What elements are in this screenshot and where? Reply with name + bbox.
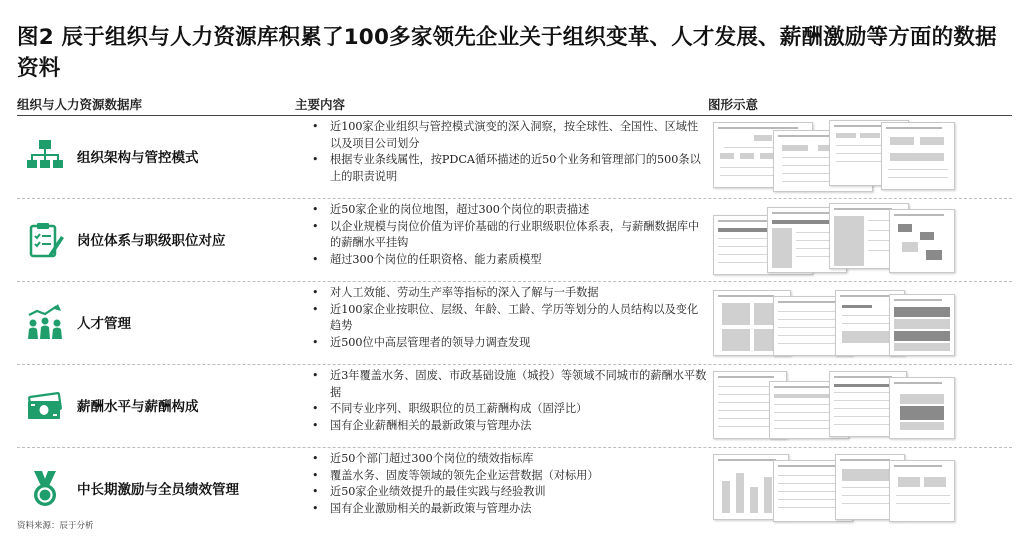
bullet-item: • 根据专业条线属性，按PDCA循环描述的近50个业务和管理部门的500条以上的职责说明 — [309, 152, 707, 185]
row-name: 组织架构与管控模式 — [77, 150, 199, 166]
thumbnail-image — [889, 209, 955, 273]
row-name: 薪酬水平与薪酬构成 — [77, 399, 199, 415]
bullet-item: • 国有企业激励相关的最新政策与管理办法 — [309, 501, 707, 518]
bullet-item: • 以企业规模与岗位价值为评价基础的行业职级职位体系表，与薪酬数据库中的薪酬水平挂钩 — [309, 219, 707, 252]
thumbnail-group — [711, 203, 955, 275]
thumbnail-group — [711, 120, 955, 192]
bullet-item: • 近50个部门超过300个岗位的绩效指标库 — [309, 451, 707, 468]
row-name: 中长期激励与全员绩效管理 — [77, 482, 239, 498]
thumbnail-group — [711, 452, 955, 524]
thumbnail-image — [889, 377, 955, 439]
thumbnail-image — [889, 460, 955, 522]
org-chart-icon — [25, 137, 65, 177]
thumbnail-image — [881, 122, 955, 190]
medal-icon — [25, 469, 65, 509]
bullet-list — [309, 202, 707, 269]
clipboard-pen-icon — [25, 220, 65, 260]
bullet-item: • 不同专业序列、职级职位的员工薪酬构成（固浮比） — [309, 401, 707, 418]
table-row-talent — [17, 282, 1012, 364]
table-row-org-structure — [17, 116, 1012, 198]
table-row-compensation — [17, 365, 1012, 447]
column-header-database: 组织与人力资源数据库 — [17, 97, 143, 112]
thumbnail-group — [711, 369, 955, 441]
bullet-item: • 近500位中高层管理者的领导力调查发现 — [309, 335, 707, 352]
table-row-position-system — [17, 199, 1012, 281]
column-header-content: 主要内容 — [295, 97, 346, 112]
bullet-item: • 国有企业薪酬相关的最新政策与管理办法 — [309, 418, 707, 435]
thumbnail-image — [889, 294, 955, 356]
row-name: 人才管理 — [77, 316, 131, 332]
bullet-list — [309, 368, 707, 435]
bullet-item: • 超过300个岗位的任职资格、能力素质模型 — [309, 252, 707, 269]
people-growth-icon — [25, 303, 65, 343]
bullet-list — [309, 285, 707, 352]
money-stack-icon — [25, 386, 65, 426]
bullet-list — [309, 119, 707, 186]
column-header-figure: 图形示意 — [708, 97, 759, 112]
bullet-item: • 对人工效能、劳动生产率等指标的深入了解与一手数据 — [309, 285, 707, 302]
thumbnail-group — [711, 286, 955, 358]
bullet-item: • 近100家企业按职位、层级、年龄、工龄、学历等划分的人员结构以及变化趋势 — [309, 302, 707, 335]
bullet-item: • 近50家企业绩效提升的最佳实践与经验教训 — [309, 484, 707, 501]
source-note: 资料来源：辰于分析 — [17, 521, 94, 531]
row-name: 岗位体系与职级职位对应 — [77, 233, 226, 249]
bullet-item: • 近100家企业组织与管控模式演变的深入洞察，按全球性、全国性、区域性以及项目公司划分 — [309, 119, 707, 152]
bullet-list — [309, 451, 707, 518]
bullet-item: • 近50家企业的岗位地图，超过300个岗位的职责描述 — [309, 202, 707, 219]
table-row-incentive — [17, 448, 1012, 530]
bullet-item: • 覆盖水务、固废等领域的领先企业运营数据（对标用） — [309, 468, 707, 485]
figure-title: 图2 辰于组织与人力资源库积累了100多家领先企业关于组织变革、人才发展、薪酬激励等方面的数据资料 — [17, 25, 997, 81]
bullet-item: • 近3年覆盖水务、固废、市政基础设施（城投）等领域不同城市的薪酬水平数据 — [309, 368, 707, 401]
